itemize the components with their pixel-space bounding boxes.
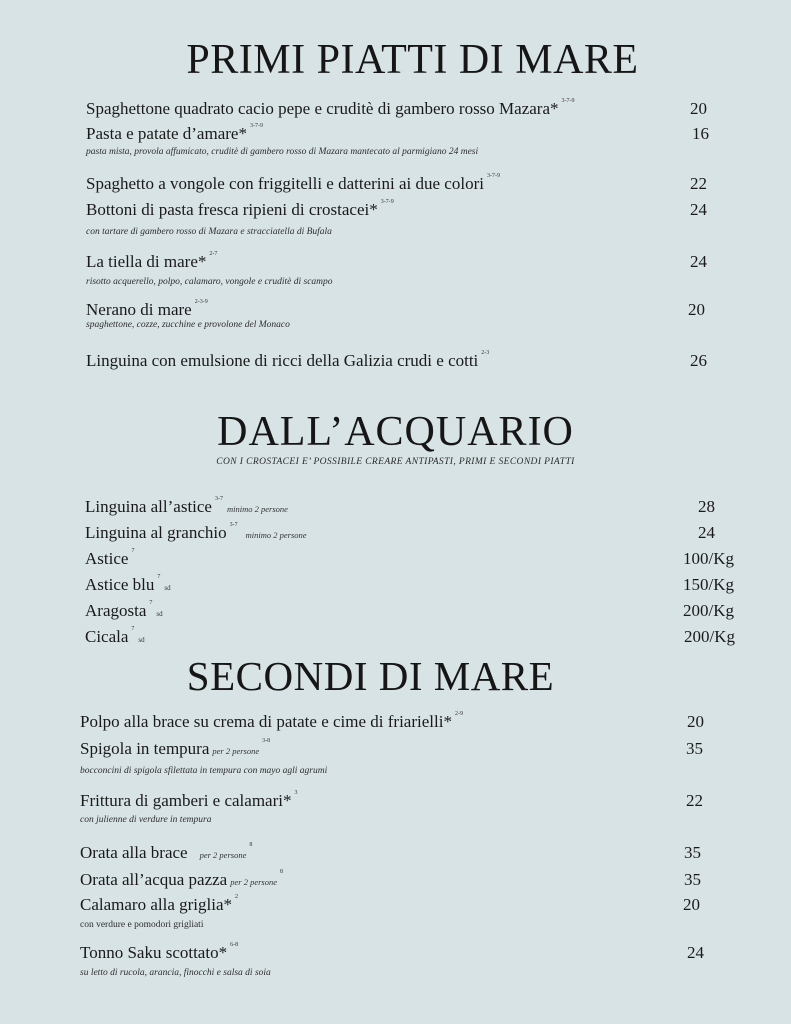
menu-item-note: sd (138, 636, 145, 644)
menu-item-price: 200/Kg (683, 601, 734, 620)
menu-item-name: Calamaro alla griglia* $^2$ (80, 894, 238, 914)
allergen-codes: 2-3 (481, 350, 490, 356)
allergen-codes: 3 (294, 790, 298, 796)
menu-item-description: su letto di rucola, arancia, finocchi e salsa di soia (80, 968, 271, 978)
menu-item-description: pasta mista, provola affumicato, cruditè di gambero rosso di Mazara mantecato al parmigiano 24 mesi (86, 147, 479, 157)
menu-item-price: 100/Kg (683, 549, 734, 568)
allergen-codes: 2-9 (454, 711, 463, 717)
allergen-codes: 3-7 (229, 522, 238, 528)
menu-item-note: sd (164, 584, 171, 592)
menu-item-name: Cicala $^7$sd (85, 626, 145, 646)
menu-item-price: 35 (684, 870, 701, 889)
menu-item-note: minimo 2 persone (226, 504, 288, 514)
menu-item-price: 35 (684, 843, 701, 862)
allergen-codes: 7 (149, 600, 153, 606)
menu-item-price: 20 (683, 895, 700, 914)
menu-item-price: 20 (690, 99, 707, 118)
allergen-codes: 2-3-9 (194, 299, 208, 305)
menu-item-price: 20 (688, 300, 705, 319)
allergen-codes: 3-7-9 (486, 173, 500, 179)
menu-item-name: Orata all’acqua pazza per 2 persone$^8$ (80, 869, 283, 889)
allergen-codes: 8 (279, 869, 283, 875)
section-title-secondi: SECONDI DI MARE (186, 653, 555, 699)
menu-item-price: 35 (686, 739, 703, 758)
menu-item-name: La tiella di mare* $^{2-7}$ (86, 251, 218, 271)
menu-item-name: Frittura di gamberi e calamari* $^3$ (80, 790, 298, 810)
menu-item-note: per 2 persone (230, 877, 277, 887)
menu-item-name: Spigola in tempura per 2 persone$^{3-8}$ (80, 738, 271, 758)
menu-item-price: 22 (686, 791, 703, 810)
menu-item-description: risotto acquerello, polpo, calamaro, vongole e cruditè di scampo (86, 277, 333, 287)
menu-item-name: Polpo alla brace su crema di patate e cime di friarielli* $^{2-9}$ (80, 711, 463, 731)
menu-item-name: Astice blu $^7$sd (85, 574, 171, 594)
allergen-codes: 3-7-9 (249, 123, 263, 129)
menu-item-name: Linguina all’astice $^{3-7}$minimo 2 persone (85, 496, 288, 516)
menu-item-name: Astice $^7$ (85, 548, 135, 568)
menu-item-price: 28 (698, 497, 715, 516)
section-title-primi: PRIMI PIATTI DI MARE (186, 37, 639, 83)
menu-item-price: 24 (690, 252, 707, 271)
menu-item-name: Orata alla brace per 2 persone$^8$ (80, 842, 253, 862)
menu-item-price: 200/Kg (684, 627, 735, 646)
menu-item-name: Bottoni di pasta fresca ripieni di crostacei* $^{3-7-9}$ (86, 199, 394, 219)
allergen-codes: 3-7 (214, 496, 223, 502)
menu-item-price: 22 (690, 174, 707, 193)
allergen-codes: 2 (235, 894, 238, 900)
menu-item-name: Aragosta $^7$sd (85, 600, 163, 620)
menu-item-price: 16 (692, 124, 709, 143)
allergen-codes: 6-8 (230, 942, 239, 948)
menu-item-name: Spaghetto a vongole con friggitelli e datterini ai due colori $^{3-7-9}$ (86, 173, 500, 193)
allergen-codes: 2-7 (209, 251, 218, 257)
menu-item-name: Spaghettone quadrato cacio pepe e cruditè di gambero rosso Mazara* $^{3-7-9}$ (86, 98, 575, 118)
menu-item-price: 24 (698, 523, 715, 542)
menu-item-description: con tartare di gambero rosso di Mazara e stracciatella di Bufala (86, 227, 332, 237)
allergen-codes: 7 (131, 626, 135, 632)
menu-item-note: minimo 2 persone (245, 530, 307, 540)
menu-item-name: Linguina con emulsione di ricci della Galizia crudi e cotti $^{2-3}$ (86, 350, 490, 370)
menu-item-description: spaghettone, cozze, zucchine e provolone del Monaco (86, 320, 290, 330)
menu-item-price: 26 (690, 351, 707, 370)
allergen-codes: 7 (131, 548, 135, 554)
menu-item-description: bocconcini di spigola sfilettata in tempura con mayo agli agrumi (80, 766, 328, 776)
menu-item-name: Pasta e patate d’amare* $^{3-7-9}$ (86, 123, 263, 143)
allergen-codes: 3-7-9 (380, 199, 394, 205)
menu-item-description: con julienne di verdure in tempura (80, 815, 212, 825)
menu-item-note: per 2 persone (199, 850, 247, 860)
menu-item-price: 24 (690, 200, 707, 219)
menu-item-price: 150/Kg (683, 575, 734, 594)
menu-item-price: 20 (687, 712, 704, 731)
menu-item-note: per 2 persone (212, 746, 260, 756)
section-title-acquario: DALL’ACQUARIO (217, 409, 574, 455)
allergen-codes: 8 (249, 842, 253, 848)
menu-item-name: Tonno Saku scottato* $^{6-8}$ (80, 942, 239, 962)
menu-item-price: 24 (687, 943, 704, 962)
menu-item-description: con verdure e pomodori grigliati (80, 920, 204, 930)
menu-item-name: Nerano di mare $^{2-3-9}$ (86, 299, 208, 319)
section-subtitle-acquario: CON I CROSTACEI E’ POSSIBILE CREARE ANTIPASTI, PRIMI E SECONDI PIATTI (216, 457, 575, 467)
menu-item-note: sd (156, 610, 163, 618)
menu-item-name: Linguina al granchio $^{3-7}$minimo 2 persone (85, 522, 307, 542)
allergen-codes: 3-8 (262, 738, 271, 744)
allergen-codes: 3-7-9 (561, 98, 575, 104)
allergen-codes: 7 (157, 574, 161, 580)
